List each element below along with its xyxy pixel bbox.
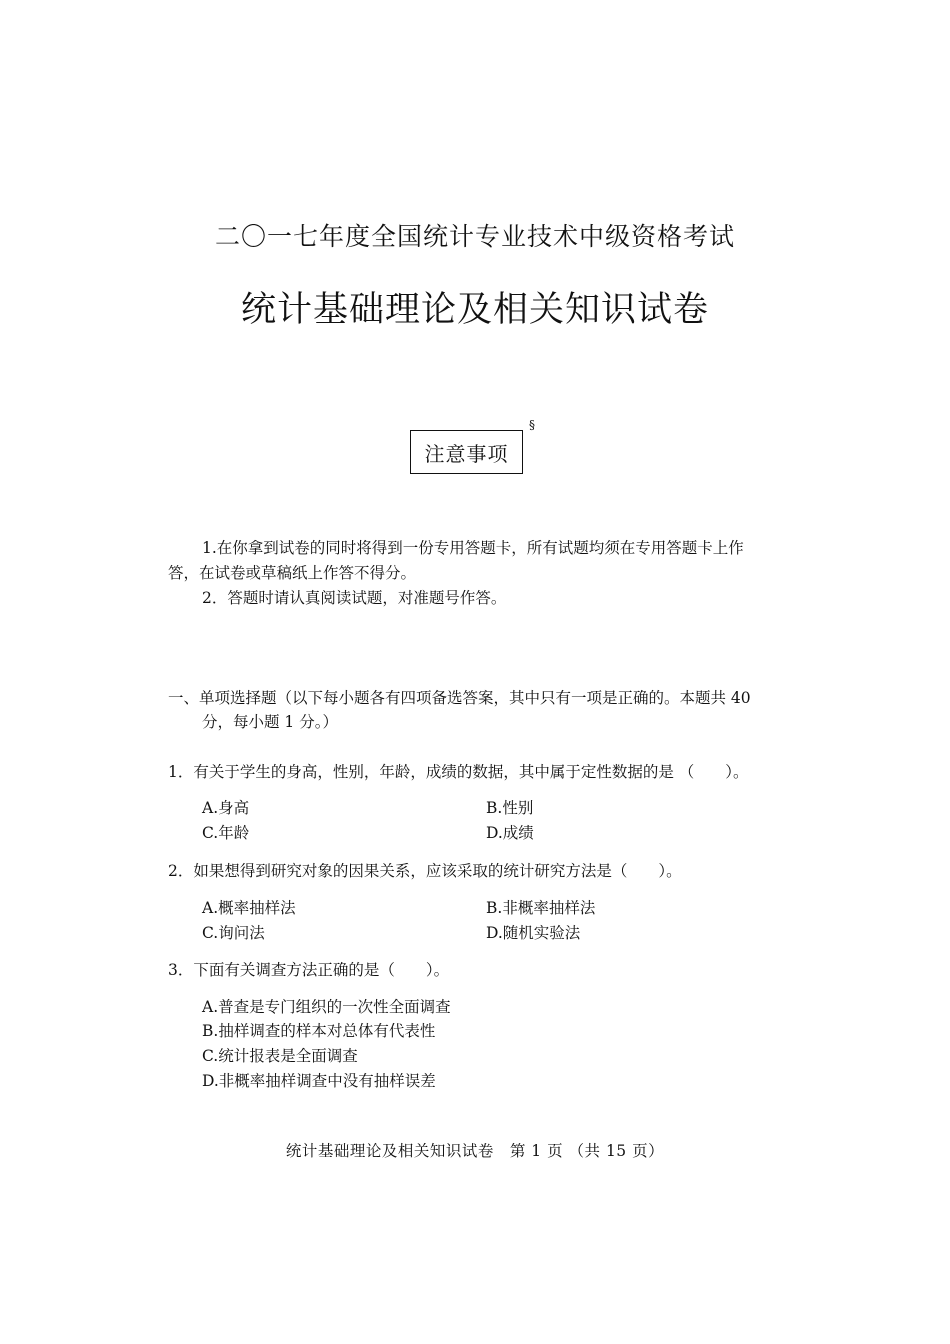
question-1-option-b: B.性别 [486,799,534,817]
question-2-stem: 2．如果想得到研究对象的因果关系，应该采取的统计研究方法是（ ）。 [168,862,682,880]
question-1-option-a: A.身高 [202,799,250,817]
question-3-stem: 3．下面有关调查方法正确的是（ ）。 [168,961,450,979]
notice-heading-box [410,430,523,474]
exam-subtitle: 二〇一七年度全国统计专业技术中级资格考试 [214,222,735,251]
question-3-option-b: B.抽样调查的样本对总体有代表性 [202,1022,436,1040]
question-2-option-d: D.随机实验法 [486,924,581,942]
question-2-option-c: C.询问法 [202,924,265,942]
question-1-stem: 1．有关于学生的身高，性别，年龄，成绩的数据，其中属于定性数据的是 （ ）。 [168,763,749,781]
question-1-option-c: C.年龄 [202,824,250,842]
section-heading-line-2: 分，每小题 1 分。） [202,713,338,731]
notice-item-1-line-1: 1.在你拿到试卷的同时将得到一份专用答题卡，所有试题均须在专用答题卡上作 [202,539,744,557]
notice-item-2: 2．答题时请认真阅读试题，对准题号作答。 [202,589,507,607]
question-1-option-d: D.成绩 [486,824,534,842]
exam-title: 统计基础理论及相关知识试卷 [240,290,709,330]
section-mark: § [529,418,535,432]
notice-heading: 注意事项 [424,441,509,466]
page-footer: 统计基础理论及相关知识试卷 第 1 页 （共 15 页） [285,1142,665,1160]
section-heading-line-1: 一、单项选择题（以下每小题各有四项备选答案，其中只有一项是正确的。本题共 40 [168,689,751,707]
question-3-option-a: A.普查是专门组织的一次性全面调查 [202,998,451,1016]
question-3-option-d: D.非概率抽样调查中没有抽样误差 [202,1072,436,1090]
question-2-option-a: A.概率抽样法 [202,899,296,917]
question-3-option-c: C.统计报表是全面调查 [202,1047,358,1065]
question-2-option-b: B.非概率抽样法 [486,899,596,917]
notice-item-1-line-2: 答，在试卷或草稿纸上作答不得分。 [168,564,417,582]
